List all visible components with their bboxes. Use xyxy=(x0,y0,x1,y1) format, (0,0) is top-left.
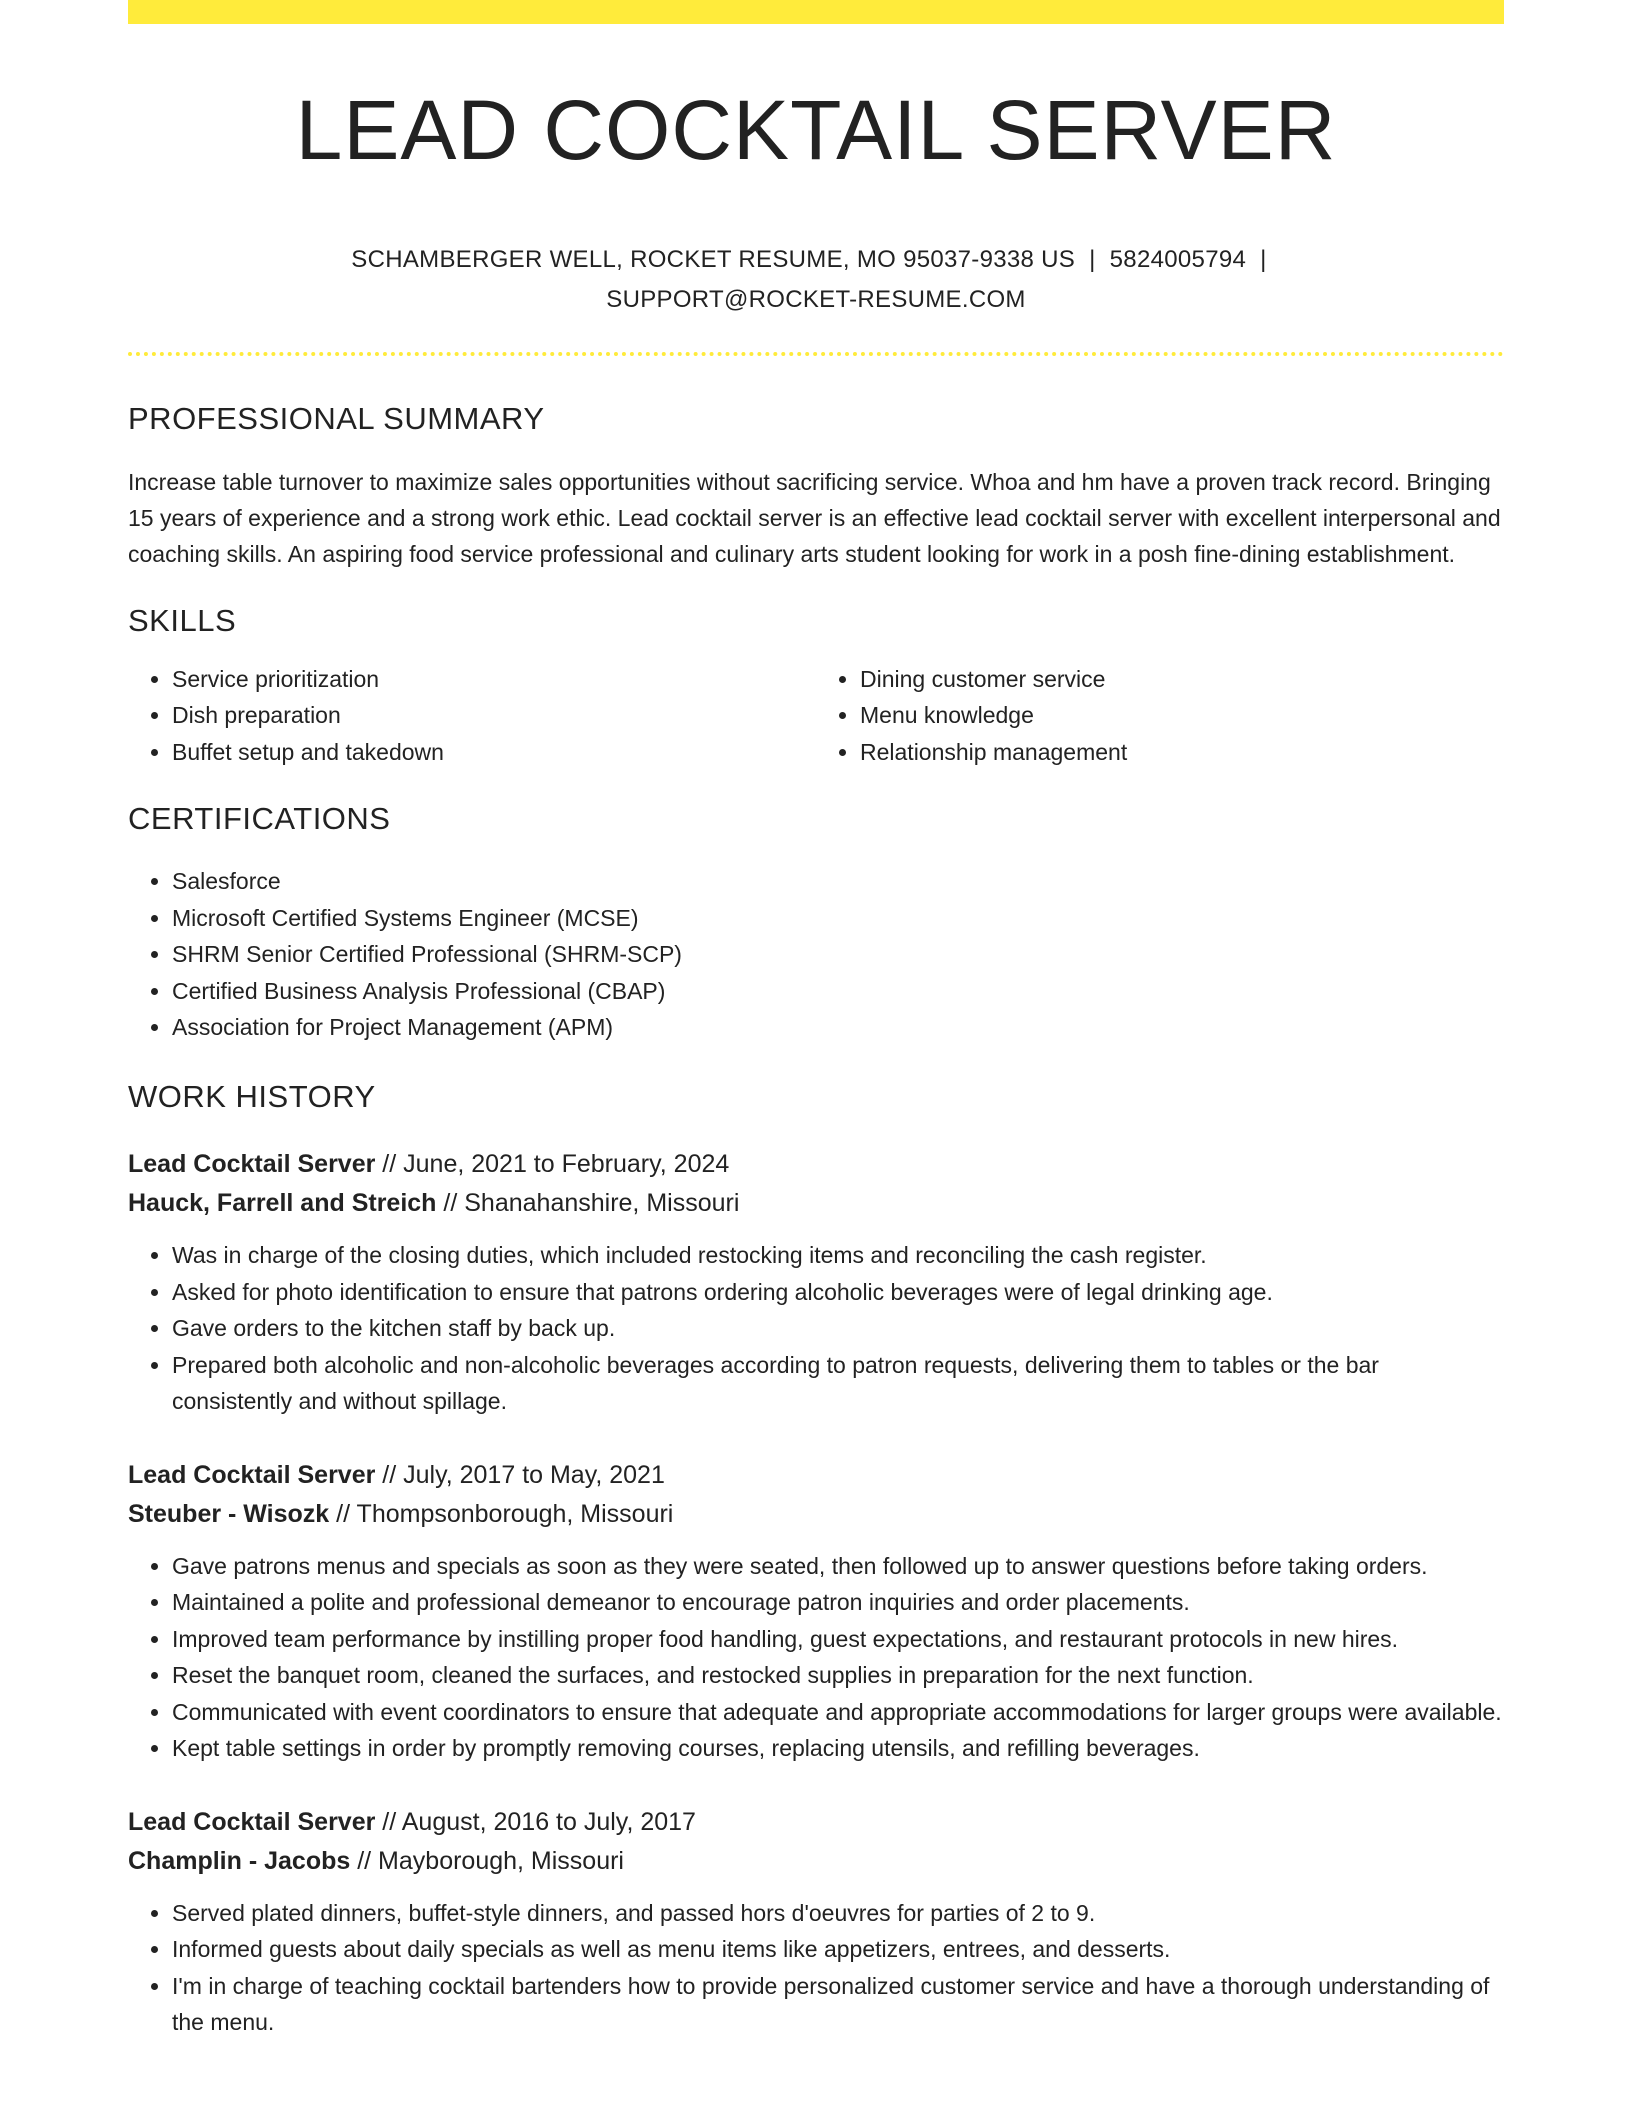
job-bullet: • Communicated with event coordinators to ensure that adequate and appropriate accommodations for larger groups were available. xyxy=(172,1694,1504,1731)
job-company-line xyxy=(128,1184,1504,1223)
job-entry xyxy=(128,1456,1504,1767)
job-bullets xyxy=(128,1548,1504,1767)
top-accent-bar xyxy=(128,0,1504,24)
certifications-heading: CERTIFICATIONS xyxy=(128,801,391,837)
certification-item: • Association for Project Management (APM) xyxy=(172,1009,1504,1046)
job-bullets xyxy=(128,1237,1504,1420)
job-bullet: • Maintained a polite and professional demeanor to encourage patron inquiries and order placements. xyxy=(172,1584,1504,1621)
job-location: // Shanahanshire, Missouri xyxy=(443,1189,740,1218)
job-location: // Mayborough, Missouri xyxy=(357,1846,624,1875)
job-company-line xyxy=(128,1842,1504,1881)
skill-item: • Dining customer service xyxy=(860,661,1504,698)
job-role: Lead Cocktail Server xyxy=(128,1460,376,1489)
job-bullet: • Improved team performance by instilling proper food handling, guest expectations, and restaurant protocols in new hires. xyxy=(172,1621,1504,1658)
job-bullet: • Reset the banquet room, cleaned the surfaces, and restocked supplies in preparation for the next function. xyxy=(172,1657,1504,1694)
job-role: Lead Cocktail Server xyxy=(128,1150,376,1179)
job-bullets xyxy=(128,1895,1504,2041)
skill-item: • Service prioritization xyxy=(172,661,816,698)
job-bullet: • I'm in charge of teaching cocktail bartenders how to provide personalized customer service and have a thorough understanding of the menu. xyxy=(172,1968,1504,2041)
certification-item: • Certified Business Analysis Professional (CBAP) xyxy=(172,973,1504,1010)
contact-phone: 5824005794 xyxy=(1109,246,1247,274)
job-dates: // July, 2017 to May, 2021 xyxy=(382,1460,665,1489)
job-bullet: • Informed guests about daily specials as well as menu items like appetizers, entrees, and desserts. xyxy=(172,1931,1504,1968)
job-bullet: • Served plated dinners, buffet-style dinners, and passed hors d'oeuvres for parties of 2 to 9. xyxy=(172,1895,1504,1932)
summary-text: Increase table turnover to maximize sales opportunities without sacrificing service. Whoa and hm have a proven track record. Bringing 15 years of experience and a strong work ethic. Lead cocktail server is an effective lead cocktail server with excellent interpersonal and coaching skills. An aspiring food service professional and culinary arts student looking for work in a posh fine-dining establishment. xyxy=(128,468,1501,567)
skill-item: • Buffet setup and takedown xyxy=(172,734,816,771)
job-role-line xyxy=(128,1145,1504,1184)
job-bullet: • Was in charge of the closing duties, which included restocking items and reconciling the cash register. xyxy=(172,1237,1504,1274)
job-bullet: • Kept table settings in order by promptly removing courses, replacing utensils, and refilling beverages. xyxy=(172,1730,1504,1767)
job-dates: // June, 2021 to February, 2024 xyxy=(382,1150,730,1179)
contact-separator: | xyxy=(1089,246,1096,274)
skills-heading: SKILLS xyxy=(128,602,237,638)
dotted-divider xyxy=(128,352,1504,356)
contact-info xyxy=(316,240,1316,320)
job-location: // Thompsonborough, Missouri xyxy=(336,1499,674,1528)
job-company: Hauck, Farrell and Streich xyxy=(128,1189,437,1218)
job-role-line xyxy=(128,1803,1504,1842)
certification-item: • Microsoft Certified Systems Engineer (MCSE) xyxy=(172,900,1504,937)
certifications-list xyxy=(128,863,1504,1046)
job-entry xyxy=(128,1145,1504,1420)
job-bullet: • Gave patrons menus and specials as soon as they were seated, then followed up to answer questions before taking orders. xyxy=(172,1548,1504,1585)
skills-left-list xyxy=(128,661,816,771)
job-bullet: • Gave orders to the kitchen staff by back up. xyxy=(172,1310,1504,1347)
skills-columns xyxy=(128,661,1504,771)
summary-heading: PROFESSIONAL SUMMARY xyxy=(128,401,545,437)
job-bullet: • Prepared both alcoholic and non-alcoholic beverages according to patron requests, delivering them to tables or the bar consistently and without spillage. xyxy=(172,1347,1504,1420)
certification-item: • SHRM Senior Certified Professional (SHRM-SCP) xyxy=(172,936,1504,973)
job-dates: // August, 2016 to July, 2017 xyxy=(382,1807,696,1836)
job-company: Steuber - Wisozk xyxy=(128,1499,330,1528)
job-company: Champlin - Jacobs xyxy=(128,1846,351,1875)
job-entry xyxy=(128,1803,1504,2041)
skill-item: • Relationship management xyxy=(860,734,1504,771)
resume-page xyxy=(128,0,1504,2041)
job-company-line xyxy=(128,1495,1504,1534)
job-role-line xyxy=(128,1456,1504,1495)
job-bullet: • Asked for photo identification to ensure that patrons ordering alcoholic beverages were of legal drinking age. xyxy=(172,1274,1504,1311)
work-history-heading: WORK HISTORY xyxy=(128,1078,376,1114)
job-role: Lead Cocktail Server xyxy=(128,1807,376,1836)
contact-email: SUPPORT@ROCKET-RESUME.COM xyxy=(606,286,1026,314)
skill-item: • Menu knowledge xyxy=(860,697,1504,734)
skills-right-list xyxy=(816,661,1504,771)
certification-item: • Salesforce xyxy=(172,863,1504,900)
contact-separator: | xyxy=(1260,246,1267,274)
contact-address: SCHAMBERGER WELL, ROCKET RESUME, MO 95037-9338 US xyxy=(351,246,1076,274)
skill-item: • Dish preparation xyxy=(172,697,816,734)
page-title: LEAD COCKTAIL SERVER xyxy=(295,83,1337,177)
